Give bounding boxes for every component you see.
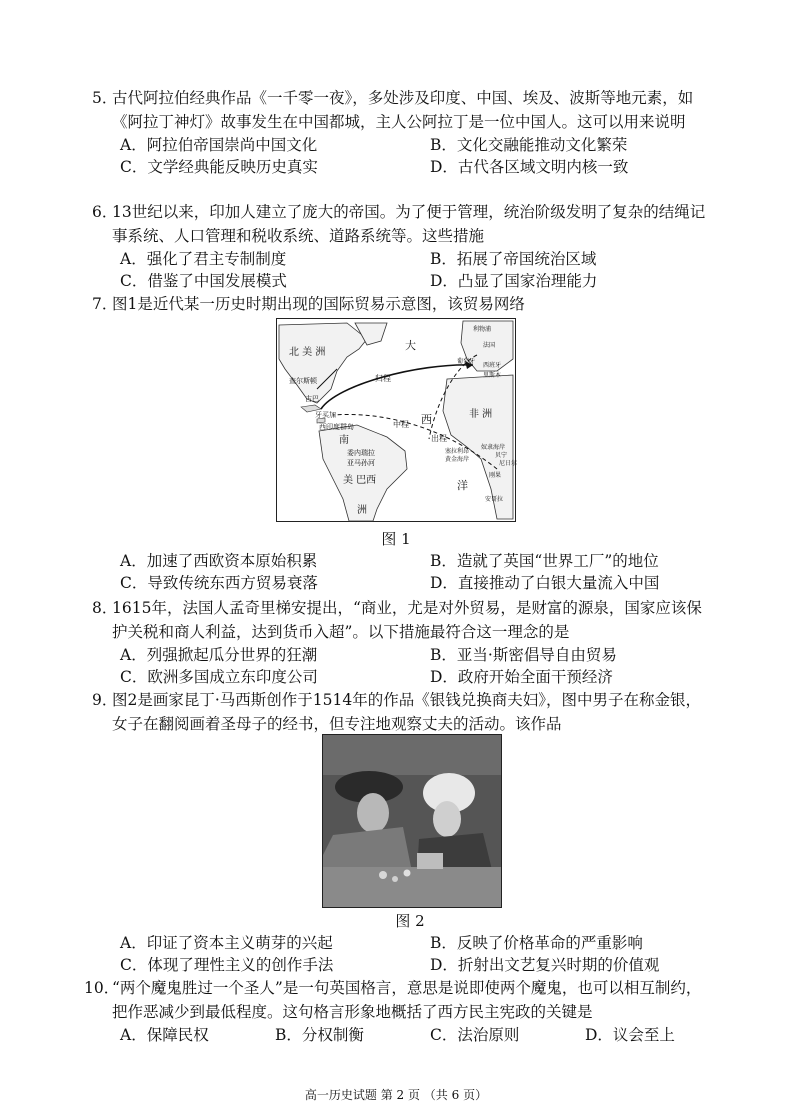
map-label: 尼日尔 [499, 460, 518, 467]
map-label: 大 [405, 339, 416, 352]
map-label: 洲 [357, 505, 367, 516]
options [120, 134, 712, 178]
option-c[interactable]: C．体现了理性主义的创作手法 [120, 956, 334, 974]
map-label: 委内瑞拉 [347, 449, 375, 457]
option-d[interactable]: D．政府开始全面干预经济 [430, 668, 613, 686]
option-d[interactable]: D．议会至上 [585, 1026, 675, 1044]
figure-1-caption: 图 1 [381, 530, 411, 548]
option-b[interactable]: B．分权制衡 [275, 1026, 364, 1044]
question-number: 6． [92, 203, 118, 221]
trade-map-figure [276, 318, 516, 522]
option-b[interactable]: B．反映了价格革命的严重影响 [430, 934, 643, 952]
map-label: 古巴 [305, 395, 319, 403]
option-c[interactable]: C．导致传统东西方贸易衰落 [120, 574, 318, 592]
map-label: 洋 [457, 479, 468, 492]
map-label: 美 巴西 [343, 475, 377, 486]
question-7 [92, 292, 712, 316]
option-a[interactable]: A．阿拉伯帝国崇尚中国文化 [120, 136, 318, 154]
option-b[interactable]: B．拓展了帝国统治区域 [430, 250, 597, 268]
option-a[interactable]: A．印证了资本主义萌芽的兴起 [120, 934, 333, 952]
options [120, 550, 712, 594]
options [120, 248, 712, 292]
options [120, 1024, 712, 1046]
option-c[interactable]: C．文学经典能反映历史真实 [120, 158, 318, 176]
map-label: 安哥拉 [485, 496, 504, 503]
figure-2-caption: 图 2 [395, 912, 425, 930]
north-america-landmass [279, 323, 367, 403]
table [323, 867, 501, 907]
coin [404, 870, 411, 877]
map-label: 归程 [375, 374, 391, 383]
painting-image [323, 735, 501, 907]
question-5 [92, 86, 712, 178]
book [417, 853, 443, 869]
option-c[interactable]: C．法治原则 [430, 1026, 520, 1044]
options [120, 932, 712, 976]
question-stem: 1615年，法国人孟奇里梯安提出，“商业，尤是对外贸易，是财富的源泉，国家应该保护关税和商人利益，达到货币入超”。以下措施最符合这一理念的是 [112, 599, 702, 641]
map-label: 奴隶海岸 [481, 444, 506, 451]
map-label: 里斯本 [483, 372, 502, 379]
option-d[interactable]: D．折射出文艺复兴时期的价值观 [430, 956, 660, 974]
option-d[interactable]: D．直接推动了白银大量流入中国 [430, 574, 660, 592]
map-label: 出程 [431, 434, 447, 443]
option-b[interactable]: B．造就了英国“世界工厂”的地位 [430, 552, 659, 570]
question-number: 8． [92, 599, 118, 617]
option-a[interactable]: A．列强掀起瓜分世界的狂潮 [120, 646, 318, 664]
option-c[interactable]: C．借鉴了中国发展模式 [120, 272, 287, 290]
page-footer: 高一历史试题 第 2 页 （共 6 页） [304, 1088, 488, 1102]
woman-face [433, 801, 461, 837]
question-9 [92, 688, 712, 736]
option-d[interactable]: D．古代各区域文明内核一致 [430, 158, 629, 176]
question-stem: 图2是画家昆丁·马西斯创作于1514年的作品《银钱兑换商夫妇》，图中男子在称金银，女子在翻阅画着圣母子的经书，但专注地观察丈夫的活动。该作品 [112, 691, 701, 733]
man-face [357, 793, 389, 833]
map-label: 亚马孙河 [347, 459, 375, 467]
map-label: 南 [339, 435, 349, 446]
option-b[interactable]: B．亚当·斯密倡导自由贸易 [430, 646, 617, 664]
question-8 [92, 596, 712, 688]
question-10 [84, 976, 712, 1046]
map-label: 刚果 [489, 472, 502, 479]
options [120, 644, 712, 688]
question-number: 5． [92, 89, 118, 107]
option-a[interactable]: A．保障民权 [120, 1026, 209, 1044]
map-label: 中程 [393, 420, 409, 429]
option-a[interactable]: A．加速了西欧资本原始积累 [120, 552, 318, 570]
coin [379, 871, 387, 879]
coin [392, 876, 398, 882]
map-label: 葡萄牙 [457, 358, 476, 365]
painting-shelf [323, 735, 501, 775]
map-label: 北 美 洲 [289, 347, 326, 358]
question-stem: 古代阿拉伯经典作品《一千零一夜》，多处涉及印度、中国、埃及、波斯等地元素，如《阿拉丁神灯》故事发生在中国都城，主人公阿拉丁是一位中国人。这可以用来说明 [112, 89, 694, 131]
map-label: 黄金海岸 [445, 456, 470, 463]
map-label: 西印度群岛 [319, 423, 354, 431]
map-label: 贝宁 [495, 452, 508, 459]
question-7-options [92, 550, 712, 594]
map-label: 牙买加 [315, 411, 336, 419]
question-number: 7． [92, 295, 118, 313]
map-label: 西 [421, 413, 432, 426]
question-9-options [92, 932, 712, 976]
map-label: 非 洲 [469, 409, 493, 420]
question-stem: 图1是近代某一历史时期出现的国际贸易示意图，该贸易网络 [112, 295, 525, 313]
map-label: 查尔斯顿 [289, 377, 317, 385]
map-label: 法国 [483, 342, 496, 349]
question-6 [92, 200, 712, 292]
map-label: 塞拉利昂 [445, 448, 470, 455]
map-label: 西班牙 [483, 362, 502, 369]
option-d[interactable]: D．凸显了国家治理能力 [430, 272, 598, 290]
question-number: 10． [84, 979, 120, 997]
option-b[interactable]: B．文化交融能推动文化繁荣 [430, 136, 628, 154]
question-stem: 13世纪以来，印加人建立了庞大的帝国。为了便于管理，统治阶级发明了复杂的结绳记事系统、人口管理和税收系统、道路系统等。这些措施 [112, 203, 706, 245]
map-label: 利物浦 [473, 326, 492, 333]
question-number: 9． [92, 691, 118, 709]
option-a[interactable]: A．强化了君主专制制度 [120, 250, 287, 268]
option-c[interactable]: C．欧洲多国成立东印度公司 [120, 668, 318, 686]
question-stem: “两个魔鬼胜过一个圣人”是一句英国格言，意思是说即使两个魔鬼，也可以相互制约，把作恶减少到最低程度。这句格言形象地概括了西方民主宪政的关键是 [112, 979, 702, 1021]
painting-figure [322, 734, 502, 908]
trade-map [277, 319, 518, 521]
